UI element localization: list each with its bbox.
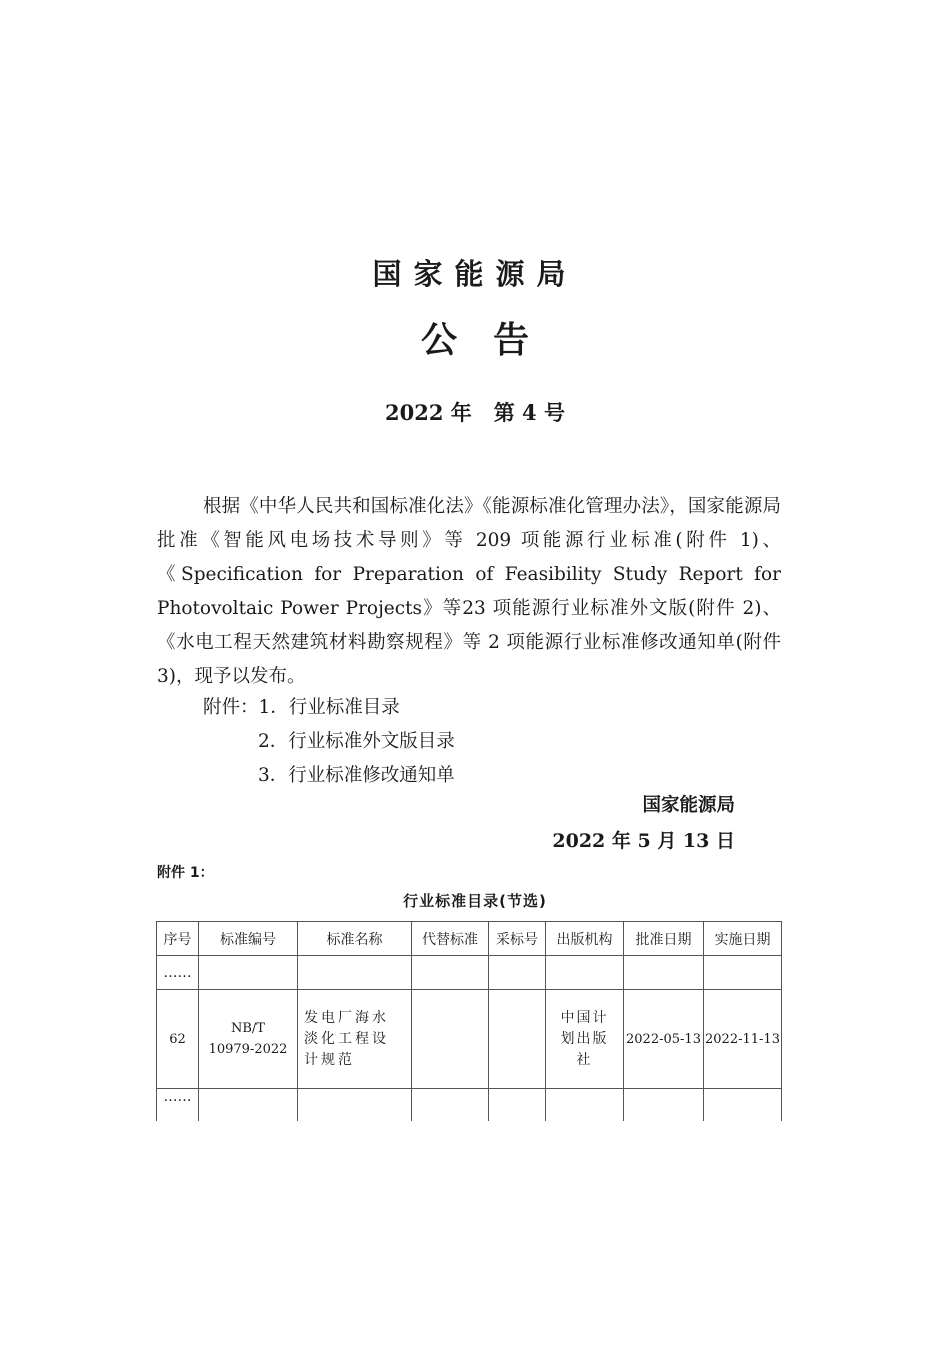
adopted-cell	[489, 990, 546, 1089]
table-header-row	[157, 922, 782, 956]
table-row	[157, 1089, 782, 1122]
signature-org: 国家能源局	[642, 795, 735, 816]
signature-date: 2022 年 5 月 13 日	[552, 830, 735, 852]
code-line-1: NB/T	[231, 1021, 265, 1036]
seq-cell: 62	[157, 990, 199, 1089]
effective-cell: 2022-11-13	[704, 990, 782, 1089]
table-title: 行业标准目录(节选)	[403, 892, 547, 910]
publisher-cell: 中国计划出版社	[546, 990, 624, 1089]
standards-table	[156, 921, 782, 1121]
attachment-item-3: 3．行业标准修改通知单	[258, 765, 455, 786]
column-header: 代替标准	[412, 922, 489, 956]
document-type: 公告	[420, 320, 565, 361]
ellipsis-cell: ……	[157, 956, 199, 990]
replaces-cell	[412, 990, 489, 1089]
attachment-item-1: 附件：1．行业标准目录	[203, 697, 400, 718]
approved-cell: 2022-05-13	[624, 990, 704, 1089]
code-line-2: 10979-2022	[208, 1042, 288, 1057]
column-header: 出版机构	[546, 922, 624, 956]
column-header: 批准日期	[624, 922, 704, 956]
attachment1-label: 附件 1：	[157, 865, 214, 881]
attachment-item-2: 2．行业标准外文版目录	[258, 731, 455, 752]
column-header: 标准名称	[298, 922, 412, 956]
issuer-title: 国家能源局	[372, 257, 578, 291]
column-header: 实施日期	[704, 922, 782, 956]
column-header: 标准编号	[199, 922, 298, 956]
announcement-paragraph: 根据《中华人民共和国标准化法》《能源标准化管理办法》，国家能源局批准《智能风电场技术导则》等 209 项能源行业标准(附件 1)、《Specification for Preparation of Feasibility Study Report for Photovoltaic Power Projects》等23 项能源行业标准外文版(附件 2)、《水电工程天然建筑材料勘察规程》等 2 项能源行业标准修改通知单(附件 3)，现予以发布。	[157, 496, 781, 687]
table-row	[157, 956, 782, 990]
ellipsis-cell: ……	[157, 1089, 199, 1122]
column-header: 采标号	[489, 922, 546, 956]
document-number: 2022 年 第 4 号	[385, 400, 565, 425]
table-row	[157, 990, 782, 1089]
name-cell: 发电厂海水淡化工程设计规范	[298, 990, 412, 1089]
code-cell	[199, 990, 298, 1089]
column-header: 序号	[157, 922, 199, 956]
